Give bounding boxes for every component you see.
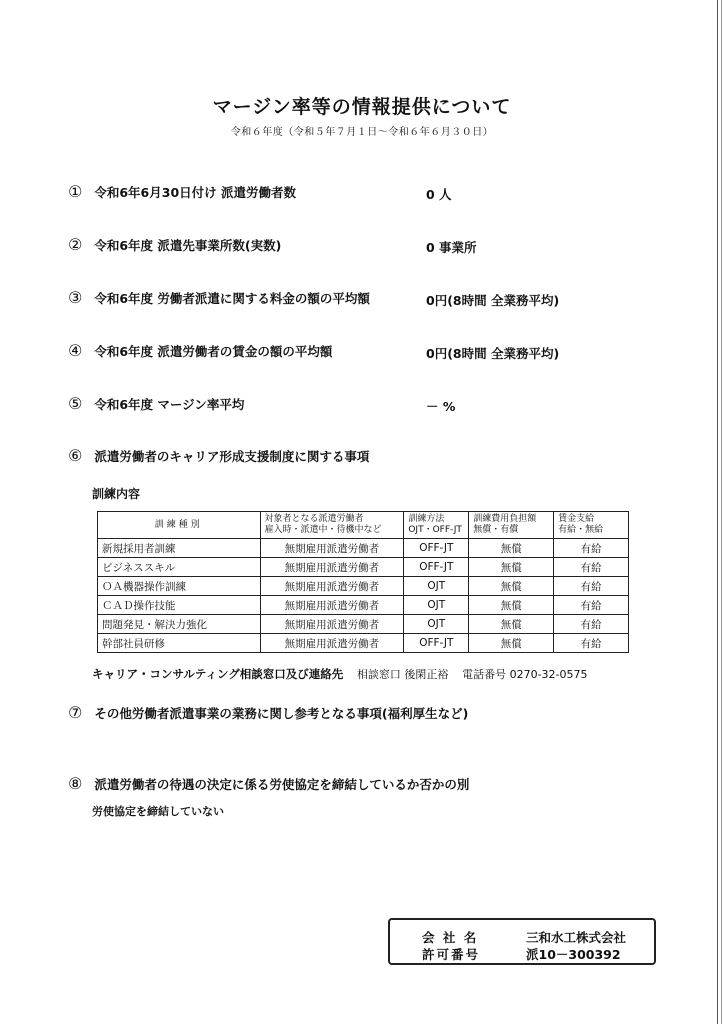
- item-label: 令和6年6月30日付け 派遣労働者数: [94, 185, 297, 200]
- document-subtitle: 令和６年度（令和５年７月１日〜令和６年６月３０日）: [230, 127, 494, 138]
- item-label: その他労働者派遣事業の業務に関し参考となる事項(福利厚生など): [94, 706, 469, 721]
- cell-wage: 有給: [554, 539, 629, 558]
- table-row: [98, 539, 629, 558]
- header-kind: 訓練種別: [98, 512, 261, 539]
- header-target-line1: 対象者となる派遣労働者: [264, 514, 364, 524]
- header-wage: [554, 512, 629, 539]
- table-row: [98, 558, 629, 577]
- item-1-value: 0 人: [426, 187, 452, 202]
- table-row: [98, 615, 629, 634]
- training-heading: 訓練内容: [92, 487, 141, 501]
- item-2: [68, 235, 281, 254]
- item-label: 令和6年度 派遣労働者の賃金の額の平均額: [94, 344, 333, 359]
- cell-kind: 新規採用者訓練: [98, 539, 261, 558]
- item-label: 派遣労働者のキャリア形成支援制度に関する事項: [94, 449, 370, 464]
- header-wage-line1: 賃金支給: [558, 514, 595, 524]
- permit-number-label: 許可番号: [422, 947, 481, 962]
- item-number: ⑥: [68, 446, 83, 465]
- training-table-header: [98, 512, 629, 539]
- table-row: [98, 634, 629, 653]
- item-number: ②: [68, 235, 83, 254]
- agreement-value: 労使協定を締結していない: [92, 805, 224, 818]
- header-target: [260, 512, 404, 539]
- item-5-value: － %: [426, 399, 456, 414]
- item-2-value: 0 事業所: [426, 240, 477, 255]
- company-name-label: 会 社 名: [422, 930, 479, 945]
- career-consulting-contact: [92, 666, 588, 682]
- contact-phone: 電話番号 0270-32-0575: [462, 668, 588, 681]
- item-label: 令和6年度 マージン率平均: [94, 397, 245, 412]
- header-cost: [469, 512, 554, 539]
- header-cost-line2: 無償・有償: [473, 525, 519, 535]
- cell-cost: 無償: [469, 615, 554, 634]
- cell-cost: 無償: [469, 596, 554, 615]
- header-method-line2: OJT・OFF-JT: [408, 525, 462, 535]
- cell-kind: 問題発見・解決力強化: [98, 615, 261, 634]
- item-label: 派遣労働者の待遇の決定に係る労使協定を締結しているか否かの別: [94, 777, 470, 792]
- item-1: [68, 182, 296, 201]
- header-wage-line2: 有給・無給: [558, 525, 604, 535]
- item-label: 令和6年度 派遣先事業所数(実数): [94, 238, 282, 253]
- header-target-line2: 雇入時・派遣中・待機中など: [264, 525, 382, 535]
- header-method-line1: 訓練方法: [408, 514, 445, 524]
- item-number: ⑦: [68, 703, 83, 722]
- cell-wage: 有給: [554, 577, 629, 596]
- header-cost-line1: 訓練費用負担額: [473, 514, 537, 524]
- item-4: [68, 341, 332, 360]
- cell-target: 無期雇用派遣労働者: [260, 539, 404, 558]
- contact-window: 相談窓口 後閑正裕: [356, 668, 449, 681]
- cell-method: OFF-JT: [404, 539, 469, 558]
- cell-target: 無期雇用派遣労働者: [260, 596, 404, 615]
- company-name-value: 三和水工株式会社: [526, 930, 627, 945]
- item-label: 令和6年度 労働者派遣に関する料金の額の平均額: [94, 291, 370, 306]
- item-3-value: 0円(8時間 全業務平均): [426, 293, 560, 308]
- cell-target: 無期雇用派遣労働者: [260, 577, 404, 596]
- item-6: [68, 446, 369, 465]
- table-row: [98, 596, 629, 615]
- page-edge-line-outer: [721, 0, 722, 1024]
- item-7: [68, 703, 468, 722]
- item-8: [68, 774, 469, 793]
- page-edge-line: [717, 0, 718, 1024]
- cell-kind: ＯＡ機器操作訓練: [98, 577, 261, 596]
- cell-wage: 有給: [554, 558, 629, 577]
- cell-cost: 無償: [469, 577, 554, 596]
- cell-kind: ビジネススキル: [98, 558, 261, 577]
- cell-method: OJT: [404, 596, 469, 615]
- document-title: マージン率等の情報提供について: [212, 96, 512, 118]
- cell-target: 無期雇用派遣労働者: [260, 634, 404, 653]
- item-number: ①: [68, 182, 83, 201]
- cell-method: OFF-JT: [404, 634, 469, 653]
- contact-label: キャリア・コンサルティング相談窓口及び連絡先: [92, 667, 344, 681]
- cell-wage: 有給: [554, 596, 629, 615]
- item-number: ④: [68, 341, 83, 360]
- cell-wage: 有給: [554, 634, 629, 653]
- cell-method: OJT: [404, 615, 469, 634]
- permit-number-value: 派10－300392: [526, 947, 621, 962]
- cell-cost: 無償: [469, 634, 554, 653]
- company-info-box: [388, 918, 656, 965]
- item-number: ⑧: [68, 774, 83, 793]
- cell-method: OJT: [404, 577, 469, 596]
- item-5: [68, 394, 244, 413]
- cell-target: 無期雇用派遣労働者: [260, 615, 404, 634]
- cell-cost: 無償: [469, 558, 554, 577]
- item-3: [68, 288, 370, 307]
- cell-cost: 無償: [469, 539, 554, 558]
- item-number: ③: [68, 288, 83, 307]
- cell-kind: ＣＡＤ操作技能: [98, 596, 261, 615]
- cell-method: OFF-JT: [404, 558, 469, 577]
- cell-target: 無期雇用派遣労働者: [260, 558, 404, 577]
- header-method: [404, 512, 469, 539]
- cell-wage: 有給: [554, 615, 629, 634]
- cell-kind: 幹部社員研修: [98, 634, 261, 653]
- training-table: [97, 511, 629, 653]
- item-number: ⑤: [68, 394, 83, 413]
- item-4-value: 0円(8時間 全業務平均): [426, 346, 560, 361]
- table-row: [98, 577, 629, 596]
